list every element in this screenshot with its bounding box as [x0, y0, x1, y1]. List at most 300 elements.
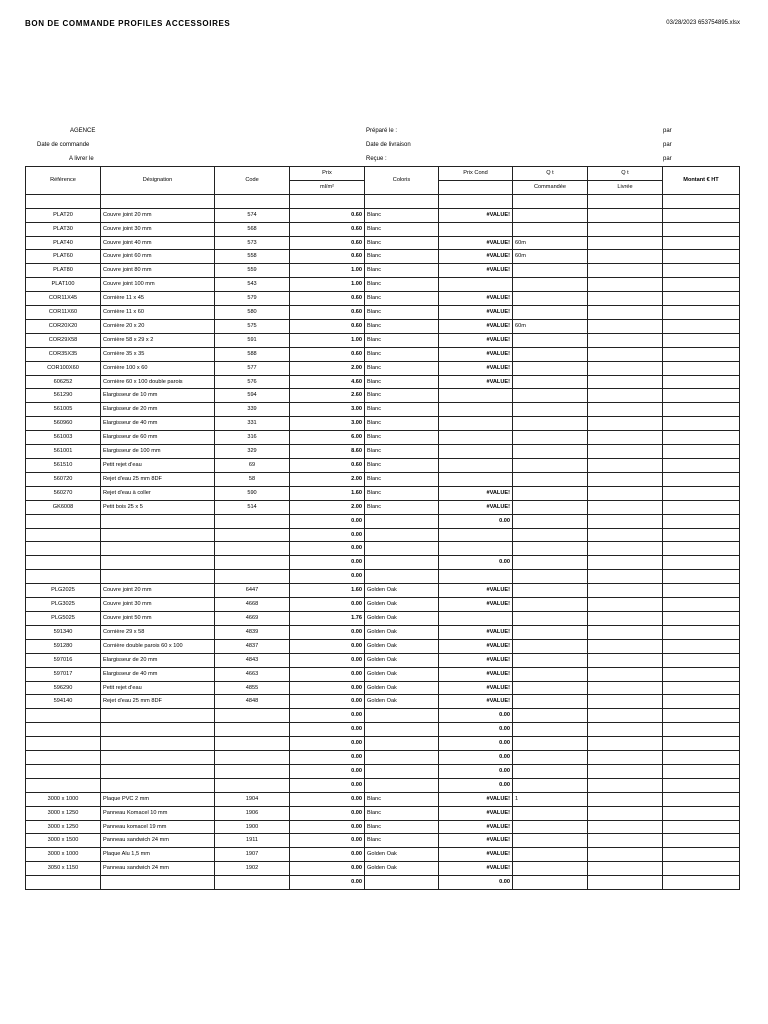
cell-livree[interactable]: [588, 514, 663, 528]
cell-code[interactable]: 514: [215, 500, 290, 514]
cell-designation[interactable]: Couvre joint 20 mm: [101, 584, 215, 598]
cell-livree[interactable]: [588, 695, 663, 709]
cell-designation[interactable]: [101, 528, 215, 542]
cell-designation[interactable]: Cornière 11 x 60: [101, 306, 215, 320]
cell-code[interactable]: [215, 723, 290, 737]
cell-livree[interactable]: [588, 764, 663, 778]
cell-livree[interactable]: [588, 778, 663, 792]
cell-code[interactable]: 4848: [215, 695, 290, 709]
cell-livree[interactable]: [588, 667, 663, 681]
cell-code[interactable]: 580: [215, 306, 290, 320]
cell-designation[interactable]: Panneau Komacel 10 mm: [101, 806, 215, 820]
cell-designation[interactable]: Couvre joint 60 mm: [101, 250, 215, 264]
cell-prix-cond[interactable]: [439, 417, 513, 431]
cell-code[interactable]: 329: [215, 445, 290, 459]
cell-livree[interactable]: [588, 347, 663, 361]
cell-designation[interactable]: Plaque Alu 1,5 mm: [101, 848, 215, 862]
cell-prix[interactable]: 2.60: [290, 389, 365, 403]
cell-livree[interactable]: [588, 709, 663, 723]
cell-livree[interactable]: [588, 417, 663, 431]
cell-designation[interactable]: [101, 542, 215, 556]
cell-designation[interactable]: Cornière double parois 60 x 100: [101, 639, 215, 653]
cell-montant[interactable]: [663, 695, 740, 709]
cell-designation[interactable]: Couvre joint 30 mm: [101, 222, 215, 236]
cell-montant[interactable]: [663, 792, 740, 806]
cell-prix[interactable]: 0.60: [290, 208, 365, 222]
cell-code[interactable]: [215, 528, 290, 542]
cell-prix-cond[interactable]: #VALUE!: [439, 834, 513, 848]
cell-prix-cond[interactable]: [439, 459, 513, 473]
cell-prix-cond[interactable]: #VALUE!: [439, 695, 513, 709]
cell-coloris[interactable]: Golden Oak: [365, 695, 439, 709]
cell-prix[interactable]: 0.00: [290, 514, 365, 528]
cell-coloris[interactable]: Golden Oak: [365, 584, 439, 598]
cell-livree[interactable]: [588, 431, 663, 445]
cell-code[interactable]: [215, 778, 290, 792]
cell-montant[interactable]: [663, 598, 740, 612]
cell-livree[interactable]: [588, 611, 663, 625]
cell-montant[interactable]: [663, 611, 740, 625]
cell-coloris[interactable]: [365, 570, 439, 584]
cell-commandee[interactable]: [513, 862, 588, 876]
cell-reference[interactable]: COR35X35: [26, 347, 101, 361]
cell-livree[interactable]: [588, 598, 663, 612]
cell-commandee[interactable]: [513, 751, 588, 765]
cell-designation[interactable]: [101, 764, 215, 778]
cell-montant[interactable]: [663, 876, 740, 890]
cell-livree[interactable]: [588, 194, 663, 208]
cell-reference[interactable]: [26, 751, 101, 765]
cell-designation[interactable]: Panneau sandwich 24 mm: [101, 834, 215, 848]
cell-prix-cond[interactable]: #VALUE!: [439, 820, 513, 834]
cell-livree[interactable]: [588, 751, 663, 765]
cell-commandee[interactable]: [513, 264, 588, 278]
cell-reference[interactable]: 3000 x 1000: [26, 792, 101, 806]
cell-commandee[interactable]: [513, 598, 588, 612]
cell-prix-cond[interactable]: #VALUE!: [439, 486, 513, 500]
cell-commandee[interactable]: 60m: [513, 319, 588, 333]
cell-coloris[interactable]: Golden Oak: [365, 639, 439, 653]
cell-livree[interactable]: [588, 806, 663, 820]
cell-code[interactable]: 331: [215, 417, 290, 431]
cell-reference[interactable]: PLAT100: [26, 278, 101, 292]
cell-prix[interactable]: 0.00: [290, 695, 365, 709]
cell-reference[interactable]: 561005: [26, 403, 101, 417]
cell-prix-cond[interactable]: [439, 542, 513, 556]
cell-designation[interactable]: [101, 876, 215, 890]
cell-code[interactable]: 4855: [215, 681, 290, 695]
cell-livree[interactable]: [588, 459, 663, 473]
cell-livree[interactable]: [588, 792, 663, 806]
cell-coloris[interactable]: Blanc: [365, 347, 439, 361]
cell-code[interactable]: 1911: [215, 834, 290, 848]
cell-code[interactable]: 69: [215, 459, 290, 473]
cell-montant[interactable]: [663, 778, 740, 792]
cell-prix[interactable]: 0.00: [290, 653, 365, 667]
cell-designation[interactable]: Couvre joint 80 mm: [101, 264, 215, 278]
cell-prix-cond[interactable]: #VALUE!: [439, 347, 513, 361]
cell-reference[interactable]: 561003: [26, 431, 101, 445]
cell-reference[interactable]: PLG2025: [26, 584, 101, 598]
cell-designation[interactable]: Petit rejet d'eau: [101, 459, 215, 473]
cell-prix-cond[interactable]: [439, 445, 513, 459]
cell-montant[interactable]: [663, 570, 740, 584]
cell-coloris[interactable]: [365, 778, 439, 792]
cell-prix-cond[interactable]: #VALUE!: [439, 862, 513, 876]
cell-reference[interactable]: PLG3025: [26, 598, 101, 612]
cell-reference[interactable]: PLAT80: [26, 264, 101, 278]
cell-livree[interactable]: [588, 403, 663, 417]
cell-designation[interactable]: Petit bois 25 x 5: [101, 500, 215, 514]
cell-montant[interactable]: [663, 333, 740, 347]
cell-prix-cond[interactable]: #VALUE!: [439, 306, 513, 320]
cell-coloris[interactable]: Blanc: [365, 445, 439, 459]
cell-designation[interactable]: Couvre joint 40 mm: [101, 236, 215, 250]
cell-prix[interactable]: 1.00: [290, 333, 365, 347]
cell-commandee[interactable]: [513, 278, 588, 292]
cell-reference[interactable]: [26, 709, 101, 723]
cell-prix[interactable]: 0.00: [290, 806, 365, 820]
cell-commandee[interactable]: 1: [513, 792, 588, 806]
cell-montant[interactable]: [663, 375, 740, 389]
cell-coloris[interactable]: Blanc: [365, 208, 439, 222]
cell-livree[interactable]: [588, 876, 663, 890]
cell-commandee[interactable]: [513, 417, 588, 431]
cell-coloris[interactable]: Blanc: [365, 500, 439, 514]
cell-prix[interactable]: 3.00: [290, 403, 365, 417]
cell-code[interactable]: [215, 709, 290, 723]
cell-montant[interactable]: [663, 306, 740, 320]
cell-coloris[interactable]: Blanc: [365, 403, 439, 417]
cell-prix[interactable]: 3.00: [290, 417, 365, 431]
cell-coloris[interactable]: Blanc: [365, 834, 439, 848]
cell-designation[interactable]: Elargisseur de 40 mm: [101, 417, 215, 431]
cell-coloris[interactable]: [365, 764, 439, 778]
cell-code[interactable]: [215, 751, 290, 765]
cell-livree[interactable]: [588, 528, 663, 542]
cell-commandee[interactable]: [513, 639, 588, 653]
cell-montant[interactable]: [663, 250, 740, 264]
cell-livree[interactable]: [588, 375, 663, 389]
cell-montant[interactable]: [663, 389, 740, 403]
cell-prix-cond[interactable]: #VALUE!: [439, 681, 513, 695]
cell-montant[interactable]: [663, 236, 740, 250]
cell-coloris[interactable]: Golden Oak: [365, 848, 439, 862]
cell-commandee[interactable]: [513, 723, 588, 737]
cell-designation[interactable]: Couvre joint 50 mm: [101, 611, 215, 625]
cell-reference[interactable]: 606252: [26, 375, 101, 389]
cell-designation[interactable]: Elargisseur de 100 mm: [101, 445, 215, 459]
cell-livree[interactable]: [588, 278, 663, 292]
cell-prix-cond[interactable]: 0.00: [439, 778, 513, 792]
cell-coloris[interactable]: Blanc: [365, 264, 439, 278]
cell-prix-cond[interactable]: #VALUE!: [439, 598, 513, 612]
cell-reference[interactable]: 3000 x 1250: [26, 820, 101, 834]
cell-reference[interactable]: 3000 x 1250: [26, 806, 101, 820]
cell-designation[interactable]: Petit rejet d'eau: [101, 681, 215, 695]
cell-livree[interactable]: [588, 319, 663, 333]
cell-livree[interactable]: [588, 653, 663, 667]
cell-code[interactable]: 4669: [215, 611, 290, 625]
cell-code[interactable]: 590: [215, 486, 290, 500]
cell-commandee[interactable]: [513, 764, 588, 778]
cell-prix-cond[interactable]: #VALUE!: [439, 625, 513, 639]
cell-commandee[interactable]: [513, 834, 588, 848]
cell-code[interactable]: 577: [215, 361, 290, 375]
cell-designation[interactable]: [101, 751, 215, 765]
cell-prix-cond[interactable]: 0.00: [439, 709, 513, 723]
cell-reference[interactable]: 560270: [26, 486, 101, 500]
cell-livree[interactable]: [588, 542, 663, 556]
cell-prix[interactable]: 1.00: [290, 278, 365, 292]
cell-reference[interactable]: [26, 556, 101, 570]
cell-montant[interactable]: [663, 556, 740, 570]
cell-code[interactable]: 588: [215, 347, 290, 361]
cell-designation[interactable]: Panneau komacel 19 mm: [101, 820, 215, 834]
cell-commandee[interactable]: [513, 709, 588, 723]
cell-coloris[interactable]: [365, 542, 439, 556]
cell-prix[interactable]: 0.60: [290, 347, 365, 361]
cell-coloris[interactable]: Blanc: [365, 250, 439, 264]
cell-commandee[interactable]: [513, 347, 588, 361]
cell-prix-cond[interactable]: [439, 389, 513, 403]
cell-coloris[interactable]: Golden Oak: [365, 598, 439, 612]
cell-prix-cond[interactable]: #VALUE!: [439, 639, 513, 653]
cell-coloris[interactable]: Blanc: [365, 278, 439, 292]
cell-commandee[interactable]: [513, 194, 588, 208]
cell-coloris[interactable]: [365, 514, 439, 528]
cell-montant[interactable]: [663, 486, 740, 500]
cell-prix[interactable]: 0.60: [290, 459, 365, 473]
cell-reference[interactable]: 596290: [26, 681, 101, 695]
cell-designation[interactable]: Cornière 20 x 20: [101, 319, 215, 333]
cell-coloris[interactable]: Blanc: [365, 472, 439, 486]
cell-commandee[interactable]: [513, 625, 588, 639]
cell-montant[interactable]: [663, 653, 740, 667]
cell-prix-cond[interactable]: 0.00: [439, 737, 513, 751]
cell-commandee[interactable]: [513, 222, 588, 236]
cell-prix[interactable]: 0.00: [290, 820, 365, 834]
cell-commandee[interactable]: [513, 528, 588, 542]
cell-commandee[interactable]: [513, 500, 588, 514]
cell-code[interactable]: [215, 570, 290, 584]
cell-livree[interactable]: [588, 306, 663, 320]
cell-reference[interactable]: 3000 x 1000: [26, 848, 101, 862]
cell-prix-cond[interactable]: #VALUE!: [439, 584, 513, 598]
cell-coloris[interactable]: Blanc: [365, 459, 439, 473]
cell-prix-cond[interactable]: #VALUE!: [439, 208, 513, 222]
cell-commandee[interactable]: [513, 486, 588, 500]
cell-designation[interactable]: Cornière 35 x 35: [101, 347, 215, 361]
cell-commandee[interactable]: [513, 737, 588, 751]
cell-designation[interactable]: [101, 194, 215, 208]
cell-code[interactable]: [215, 764, 290, 778]
cell-reference[interactable]: [26, 764, 101, 778]
cell-code[interactable]: [215, 737, 290, 751]
cell-code[interactable]: 1900: [215, 820, 290, 834]
cell-designation[interactable]: [101, 514, 215, 528]
cell-code[interactable]: 1904: [215, 792, 290, 806]
cell-code[interactable]: [215, 194, 290, 208]
cell-code[interactable]: 1906: [215, 806, 290, 820]
cell-commandee[interactable]: [513, 653, 588, 667]
cell-reference[interactable]: [26, 876, 101, 890]
cell-reference[interactable]: 594140: [26, 695, 101, 709]
cell-prix[interactable]: 4.60: [290, 375, 365, 389]
cell-prix-cond[interactable]: [439, 611, 513, 625]
cell-reference[interactable]: 3050 x 1150: [26, 862, 101, 876]
cell-montant[interactable]: [663, 459, 740, 473]
cell-prix[interactable]: 0.00: [290, 528, 365, 542]
cell-reference[interactable]: 560960: [26, 417, 101, 431]
cell-coloris[interactable]: Blanc: [365, 333, 439, 347]
cell-livree[interactable]: [588, 723, 663, 737]
cell-prix[interactable]: 0.60: [290, 236, 365, 250]
cell-prix[interactable]: 1.00: [290, 264, 365, 278]
cell-prix[interactable]: 0.00: [290, 792, 365, 806]
cell-montant[interactable]: [663, 667, 740, 681]
cell-prix[interactable]: 0.00: [290, 876, 365, 890]
cell-coloris[interactable]: Golden Oak: [365, 862, 439, 876]
cell-code[interactable]: [215, 556, 290, 570]
cell-commandee[interactable]: [513, 208, 588, 222]
cell-prix[interactable]: 0.00: [290, 556, 365, 570]
cell-prix[interactable]: 0.00: [290, 834, 365, 848]
cell-prix[interactable]: 1.76: [290, 611, 365, 625]
cell-commandee[interactable]: [513, 556, 588, 570]
cell-prix[interactable]: 0.00: [290, 751, 365, 765]
cell-designation[interactable]: Plaque PVC 2 mm: [101, 792, 215, 806]
cell-montant[interactable]: [663, 639, 740, 653]
cell-code[interactable]: 6447: [215, 584, 290, 598]
cell-livree[interactable]: [588, 292, 663, 306]
cell-prix[interactable]: 2.00: [290, 472, 365, 486]
cell-commandee[interactable]: [513, 681, 588, 695]
cell-commandee[interactable]: [513, 403, 588, 417]
cell-commandee[interactable]: [513, 375, 588, 389]
cell-prix[interactable]: 0.60: [290, 292, 365, 306]
cell-designation[interactable]: Cornière 29 x 58: [101, 625, 215, 639]
cell-livree[interactable]: [588, 472, 663, 486]
cell-commandee[interactable]: [513, 306, 588, 320]
cell-livree[interactable]: [588, 834, 663, 848]
cell-commandee[interactable]: [513, 292, 588, 306]
cell-code[interactable]: 573: [215, 236, 290, 250]
cell-montant[interactable]: [663, 278, 740, 292]
cell-prix[interactable]: 0.00: [290, 667, 365, 681]
cell-montant[interactable]: [663, 834, 740, 848]
cell-coloris[interactable]: Blanc: [365, 292, 439, 306]
cell-montant[interactable]: [663, 542, 740, 556]
cell-coloris[interactable]: Golden Oak: [365, 681, 439, 695]
cell-montant[interactable]: [663, 222, 740, 236]
cell-prix-cond[interactable]: #VALUE!: [439, 667, 513, 681]
cell-reference[interactable]: GK6008: [26, 500, 101, 514]
cell-montant[interactable]: [663, 806, 740, 820]
cell-code[interactable]: 4837: [215, 639, 290, 653]
cell-commandee[interactable]: [513, 848, 588, 862]
cell-montant[interactable]: [663, 445, 740, 459]
cell-code[interactable]: [215, 542, 290, 556]
cell-prix[interactable]: 0.00: [290, 570, 365, 584]
cell-montant[interactable]: [663, 361, 740, 375]
cell-prix-cond[interactable]: [439, 403, 513, 417]
cell-coloris[interactable]: Blanc: [365, 486, 439, 500]
cell-coloris[interactable]: [365, 723, 439, 737]
cell-montant[interactable]: [663, 751, 740, 765]
cell-reference[interactable]: PLAT20: [26, 208, 101, 222]
cell-prix-cond[interactable]: #VALUE!: [439, 250, 513, 264]
cell-prix-cond[interactable]: [439, 194, 513, 208]
cell-code[interactable]: 568: [215, 222, 290, 236]
cell-prix[interactable]: 8.60: [290, 445, 365, 459]
cell-commandee[interactable]: [513, 514, 588, 528]
cell-montant[interactable]: [663, 764, 740, 778]
cell-livree[interactable]: [588, 389, 663, 403]
cell-montant[interactable]: [663, 584, 740, 598]
cell-livree[interactable]: [588, 500, 663, 514]
cell-montant[interactable]: [663, 292, 740, 306]
cell-prix-cond[interactable]: #VALUE!: [439, 236, 513, 250]
cell-livree[interactable]: [588, 222, 663, 236]
cell-coloris[interactable]: Blanc: [365, 389, 439, 403]
cell-reference[interactable]: 561001: [26, 445, 101, 459]
cell-prix-cond[interactable]: #VALUE!: [439, 264, 513, 278]
cell-reference[interactable]: COR11X60: [26, 306, 101, 320]
cell-prix[interactable]: 0.00: [290, 737, 365, 751]
cell-montant[interactable]: [663, 417, 740, 431]
cell-reference[interactable]: [26, 514, 101, 528]
cell-designation[interactable]: Cornière 100 x 60: [101, 361, 215, 375]
cell-livree[interactable]: [588, 820, 663, 834]
cell-commandee[interactable]: [513, 584, 588, 598]
cell-commandee[interactable]: [513, 431, 588, 445]
cell-reference[interactable]: 560720: [26, 472, 101, 486]
cell-coloris[interactable]: Blanc: [365, 236, 439, 250]
cell-prix[interactable]: 0.00: [290, 764, 365, 778]
cell-coloris[interactable]: Golden Oak: [365, 625, 439, 639]
cell-montant[interactable]: [663, 625, 740, 639]
cell-prix-cond[interactable]: [439, 528, 513, 542]
cell-commandee[interactable]: 60m: [513, 236, 588, 250]
cell-prix-cond[interactable]: #VALUE!: [439, 848, 513, 862]
cell-montant[interactable]: [663, 862, 740, 876]
cell-prix-cond[interactable]: 0.00: [439, 751, 513, 765]
cell-montant[interactable]: [663, 820, 740, 834]
cell-montant[interactable]: [663, 528, 740, 542]
cell-coloris[interactable]: Blanc: [365, 375, 439, 389]
cell-prix[interactable]: 0.00: [290, 778, 365, 792]
cell-prix-cond[interactable]: #VALUE!: [439, 500, 513, 514]
cell-prix[interactable]: 0.60: [290, 306, 365, 320]
cell-montant[interactable]: [663, 431, 740, 445]
cell-code[interactable]: [215, 514, 290, 528]
cell-prix-cond[interactable]: [439, 278, 513, 292]
cell-prix[interactable]: 0.00: [290, 625, 365, 639]
cell-commandee[interactable]: [513, 389, 588, 403]
cell-prix-cond[interactable]: [439, 431, 513, 445]
cell-commandee[interactable]: [513, 570, 588, 584]
cell-code[interactable]: 4839: [215, 625, 290, 639]
cell-designation[interactable]: [101, 556, 215, 570]
cell-prix[interactable]: 0.60: [290, 222, 365, 236]
cell-designation[interactable]: Cornière 60 x 100 double parois: [101, 375, 215, 389]
cell-commandee[interactable]: [513, 542, 588, 556]
cell-prix-cond[interactable]: #VALUE!: [439, 653, 513, 667]
cell-reference[interactable]: COR29X58: [26, 333, 101, 347]
cell-livree[interactable]: [588, 333, 663, 347]
cell-livree[interactable]: [588, 486, 663, 500]
